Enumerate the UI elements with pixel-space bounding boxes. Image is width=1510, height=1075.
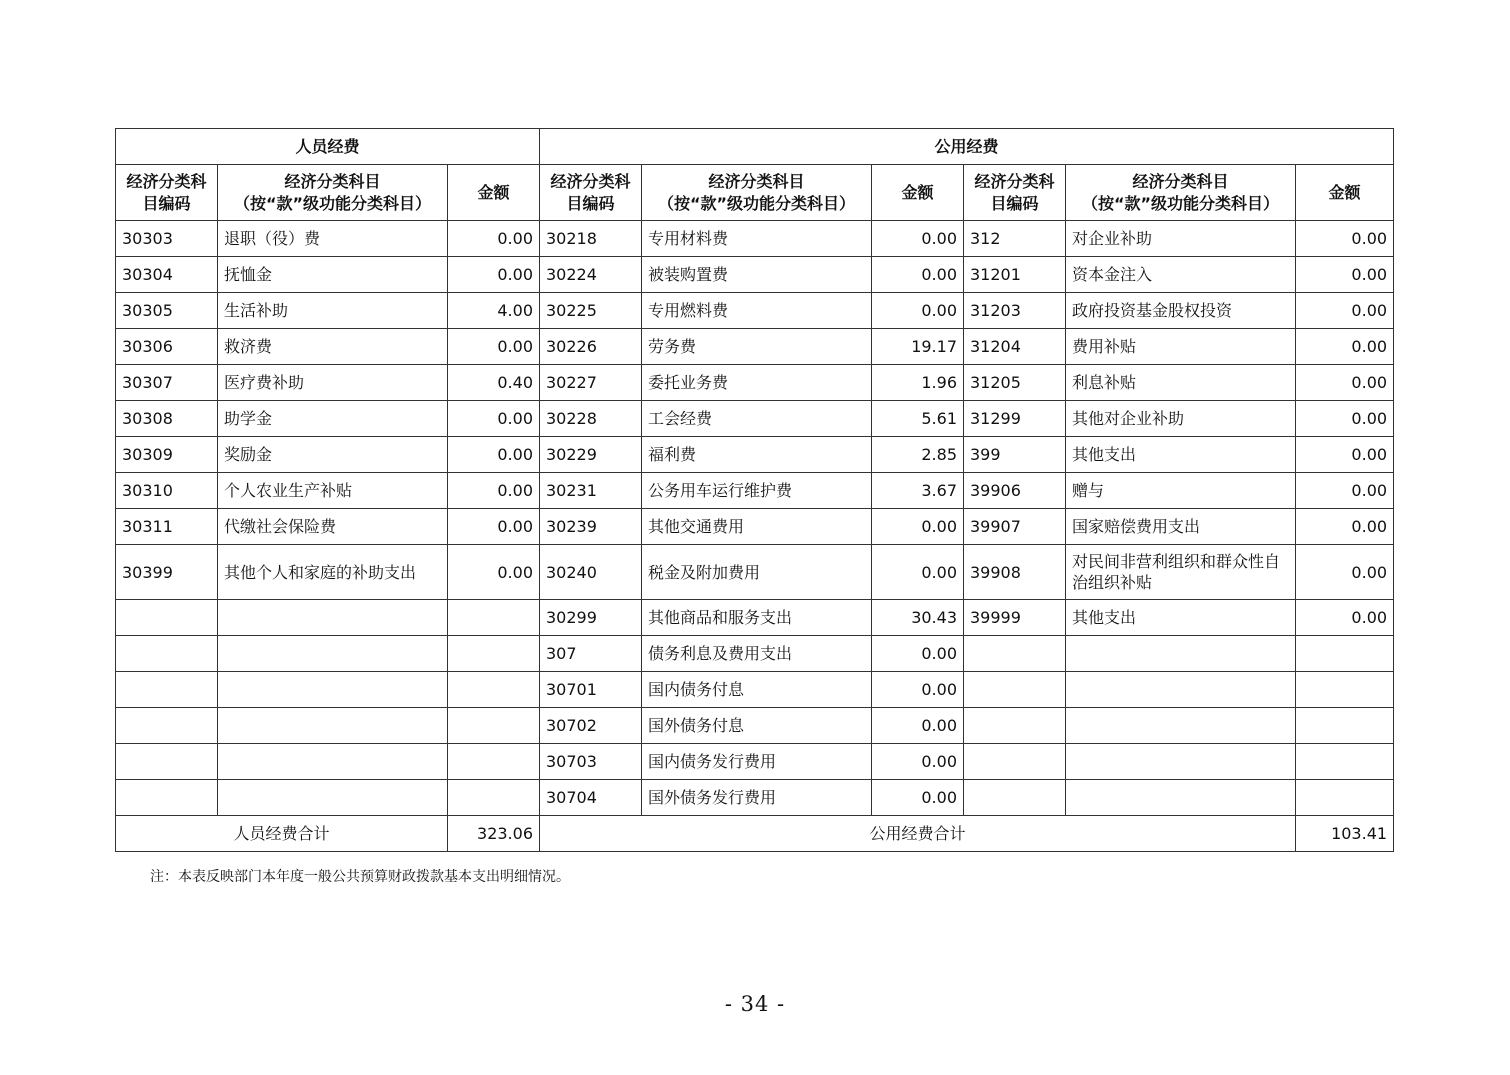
public-amount-cell: 1.96 [872, 365, 964, 401]
table-row [116, 257, 1394, 293]
personnel-total-label: 人员经费合计 [116, 816, 448, 852]
public-amount-cell: 0.00 [1296, 365, 1394, 401]
public-name-cell: 被装购置费 [642, 257, 872, 293]
public-code-cell: 31205 [964, 365, 1066, 401]
public-amount-cell [1296, 780, 1394, 816]
public-amount-cell: 0.00 [1296, 437, 1394, 473]
table-body [116, 129, 1394, 852]
public-amount-cell: 0.00 [1296, 293, 1394, 329]
public-name-cell: 其他交通费用 [642, 509, 872, 545]
personnel-code-cell: 30306 [116, 329, 218, 365]
public-name-cell: 其他对企业补助 [1066, 401, 1296, 437]
header-amount: 金额 [872, 165, 964, 221]
personnel-amount-cell: 0.00 [448, 401, 540, 437]
public-amount-cell: 2.85 [872, 437, 964, 473]
public-amount-cell: 0.00 [872, 545, 964, 600]
public-code-cell: 31204 [964, 329, 1066, 365]
table-row [116, 365, 1394, 401]
header-code [116, 165, 218, 221]
public-amount-cell: 30.43 [872, 600, 964, 636]
public-code-cell [964, 708, 1066, 744]
public-amount-cell [1296, 672, 1394, 708]
public-code-cell: 39906 [964, 473, 1066, 509]
public-amount-cell: 0.00 [872, 257, 964, 293]
header-code-text: 经济分类科目编码 [974, 171, 1055, 213]
public-name-cell: 公务用车运行维护费 [642, 473, 872, 509]
table-row [116, 293, 1394, 329]
public-name-cell: 税金及附加费用 [642, 545, 872, 600]
public-name-cell: 赠与 [1066, 473, 1296, 509]
personnel-name-cell: 奖励金 [218, 437, 448, 473]
personnel-amount-cell: 0.00 [448, 329, 540, 365]
table-row [116, 329, 1394, 365]
personnel-name-cell: 退职（役）费 [218, 221, 448, 257]
personnel-name-cell: 代缴社会保险费 [218, 509, 448, 545]
personnel-code-cell [116, 636, 218, 672]
public-amount-cell: 0.00 [872, 293, 964, 329]
personnel-amount-cell: 0.00 [448, 257, 540, 293]
public-code-cell: 30229 [540, 437, 642, 473]
public-code-cell: 399 [964, 437, 1066, 473]
header-name-line2: （按“款”级功能分类科目） [233, 193, 432, 213]
public-code-cell: 30227 [540, 365, 642, 401]
total-row [116, 816, 1394, 852]
public-name-cell: 国外债务发行费用 [642, 780, 872, 816]
table-row [116, 509, 1394, 545]
public-amount-cell: 0.00 [1296, 509, 1394, 545]
table-row [116, 600, 1394, 636]
page-number: - 34 - [724, 992, 786, 1016]
public-code-cell: 31299 [964, 401, 1066, 437]
public-name-cell [1066, 672, 1296, 708]
public-amount-cell: 19.17 [872, 329, 964, 365]
public-code-cell: 39908 [964, 545, 1066, 600]
public-name-cell [1066, 708, 1296, 744]
header-amount: 金额 [1296, 165, 1394, 221]
table-row [116, 780, 1394, 816]
public-code-cell [964, 672, 1066, 708]
personnel-code-cell: 30303 [116, 221, 218, 257]
group-personnel-header: 人员经费 [116, 129, 540, 165]
public-amount-cell: 0.00 [1296, 257, 1394, 293]
personnel-amount-cell: 0.00 [448, 221, 540, 257]
public-code-cell: 39999 [964, 600, 1066, 636]
public-name-cell: 国内债务发行费用 [642, 744, 872, 780]
personnel-amount-cell: 0.00 [448, 437, 540, 473]
public-code-cell: 30225 [540, 293, 642, 329]
public-code-cell: 30703 [540, 744, 642, 780]
public-name-cell: 劳务费 [642, 329, 872, 365]
public-name-cell: 专用材料费 [642, 221, 872, 257]
budget-detail-table [115, 128, 1394, 852]
public-code-cell: 30226 [540, 329, 642, 365]
public-name-cell: 利息补贴 [1066, 365, 1296, 401]
personnel-amount-cell: 0.40 [448, 365, 540, 401]
header-name-line2: （按“款”级功能分类科目） [1081, 193, 1280, 213]
table-row [116, 744, 1394, 780]
personnel-amount-cell: 0.00 [448, 509, 540, 545]
public-name-cell: 对民间非营利组织和群众性自治组织补贴 [1066, 545, 1296, 600]
public-total-label: 公用经费合计 [540, 816, 1296, 852]
header-name-line1: 经济分类科目 [284, 171, 381, 191]
public-code-cell: 307 [540, 636, 642, 672]
personnel-code-cell [116, 708, 218, 744]
public-name-cell [1066, 744, 1296, 780]
public-name-cell: 资本金注入 [1066, 257, 1296, 293]
public-amount-cell: 0.00 [1296, 600, 1394, 636]
public-code-cell: 30704 [540, 780, 642, 816]
public-amount-cell: 0.00 [1296, 329, 1394, 365]
personnel-name-cell: 个人农业生产补贴 [218, 473, 448, 509]
public-amount-cell: 0.00 [872, 708, 964, 744]
header-name [218, 165, 448, 221]
personnel-name-cell [218, 708, 448, 744]
public-name-cell: 专用燃料费 [642, 293, 872, 329]
public-amount-cell: 0.00 [872, 636, 964, 672]
public-amount-cell: 5.61 [872, 401, 964, 437]
public-code-cell: 30702 [540, 708, 642, 744]
public-name-cell: 国家赔偿费用支出 [1066, 509, 1296, 545]
public-amount-cell: 0.00 [872, 744, 964, 780]
personnel-code-cell: 30308 [116, 401, 218, 437]
personnel-amount-cell [448, 708, 540, 744]
table-row [116, 636, 1394, 672]
public-name-cell: 委托业务费 [642, 365, 872, 401]
public-name-cell: 其他支出 [1066, 437, 1296, 473]
personnel-code-cell: 30311 [116, 509, 218, 545]
header-code [964, 165, 1066, 221]
table-footnote: 注：本表反映部门本年度一般公共预算财政拨款基本支出明细情况。 [150, 869, 570, 885]
personnel-amount-cell [448, 636, 540, 672]
header-name-line1: 经济分类科目 [1132, 171, 1229, 191]
personnel-code-cell [116, 600, 218, 636]
personnel-amount-cell [448, 600, 540, 636]
personnel-name-cell: 医疗费补助 [218, 365, 448, 401]
personnel-name-cell: 生活补助 [218, 293, 448, 329]
personnel-code-cell: 30304 [116, 257, 218, 293]
public-name-cell: 福利费 [642, 437, 872, 473]
public-amount-cell: 0.00 [1296, 545, 1394, 600]
public-amount-cell: 0.00 [872, 509, 964, 545]
public-amount-cell: 0.00 [872, 221, 964, 257]
personnel-name-cell [218, 600, 448, 636]
group-header-row [116, 129, 1394, 165]
header-name [642, 165, 872, 221]
public-name-cell: 其他支出 [1066, 600, 1296, 636]
table-row [116, 401, 1394, 437]
personnel-name-cell: 其他个人和家庭的补助支出 [218, 545, 448, 600]
personnel-name-cell [218, 744, 448, 780]
public-name-cell: 政府投资基金股权投资 [1066, 293, 1296, 329]
public-name-cell [1066, 636, 1296, 672]
header-code-text: 经济分类科目编码 [126, 171, 207, 213]
personnel-amount-cell [448, 744, 540, 780]
personnel-name-cell: 助学金 [218, 401, 448, 437]
personnel-total-amount: 323.06 [448, 816, 540, 852]
header-code [540, 165, 642, 221]
personnel-code-cell [116, 780, 218, 816]
public-code-cell: 30231 [540, 473, 642, 509]
public-name-cell: 国内债务付息 [642, 672, 872, 708]
public-amount-cell: 0.00 [872, 672, 964, 708]
public-code-cell: 31203 [964, 293, 1066, 329]
personnel-code-cell: 30399 [116, 545, 218, 600]
header-amount: 金额 [448, 165, 540, 221]
header-name-line1: 经济分类科目 [708, 171, 805, 191]
public-code-cell: 30224 [540, 257, 642, 293]
public-amount-cell [1296, 744, 1394, 780]
header-name [1066, 165, 1296, 221]
public-code-cell: 39907 [964, 509, 1066, 545]
public-amount-cell: 0.00 [1296, 221, 1394, 257]
public-code-cell [964, 636, 1066, 672]
table-row [116, 545, 1394, 600]
table-row [116, 437, 1394, 473]
personnel-code-cell: 30309 [116, 437, 218, 473]
column-header-row [116, 165, 1394, 221]
personnel-amount-cell: 0.00 [448, 473, 540, 509]
public-amount-cell [1296, 708, 1394, 744]
group-public-header: 公用经费 [540, 129, 1394, 165]
personnel-name-cell: 抚恤金 [218, 257, 448, 293]
public-code-cell: 31201 [964, 257, 1066, 293]
public-name-cell: 其他商品和服务支出 [642, 600, 872, 636]
public-amount-cell [1296, 636, 1394, 672]
personnel-amount-cell [448, 672, 540, 708]
public-code-cell: 30240 [540, 545, 642, 600]
public-code-cell [964, 780, 1066, 816]
table-row [116, 221, 1394, 257]
table-row [116, 473, 1394, 509]
header-name-line2: （按“款”级功能分类科目） [657, 193, 856, 213]
personnel-code-cell [116, 744, 218, 780]
public-name-cell: 对企业补助 [1066, 221, 1296, 257]
public-code-cell: 312 [964, 221, 1066, 257]
personnel-amount-cell: 0.00 [448, 545, 540, 600]
public-code-cell: 30228 [540, 401, 642, 437]
public-code-cell: 30299 [540, 600, 642, 636]
public-code-cell: 30701 [540, 672, 642, 708]
public-name-cell: 债务利息及费用支出 [642, 636, 872, 672]
personnel-name-cell: 救济费 [218, 329, 448, 365]
header-code-text: 经济分类科目编码 [550, 171, 631, 213]
table-row [116, 708, 1394, 744]
personnel-name-cell [218, 780, 448, 816]
public-name-cell [1066, 780, 1296, 816]
personnel-code-cell: 30310 [116, 473, 218, 509]
public-amount-cell: 0.00 [1296, 473, 1394, 509]
public-name-cell: 费用补贴 [1066, 329, 1296, 365]
public-name-cell: 工会经费 [642, 401, 872, 437]
public-code-cell [964, 744, 1066, 780]
personnel-code-cell: 30305 [116, 293, 218, 329]
public-name-cell: 国外债务付息 [642, 708, 872, 744]
personnel-code-cell [116, 672, 218, 708]
public-code-cell: 30218 [540, 221, 642, 257]
personnel-amount-cell [448, 780, 540, 816]
public-amount-cell: 0.00 [872, 780, 964, 816]
personnel-code-cell: 30307 [116, 365, 218, 401]
public-amount-cell: 0.00 [1296, 401, 1394, 437]
personnel-amount-cell: 4.00 [448, 293, 540, 329]
public-amount-cell: 3.67 [872, 473, 964, 509]
personnel-name-cell [218, 672, 448, 708]
table-row [116, 672, 1394, 708]
public-total-amount: 103.41 [1296, 816, 1394, 852]
personnel-name-cell [218, 636, 448, 672]
public-code-cell: 30239 [540, 509, 642, 545]
